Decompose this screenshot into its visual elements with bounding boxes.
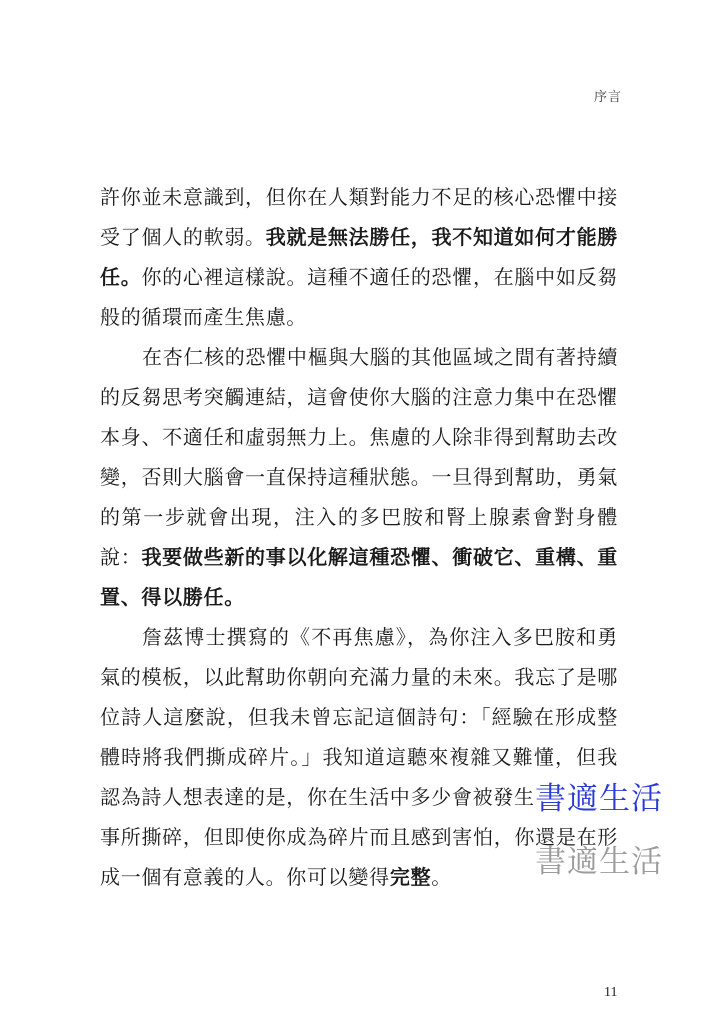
text-segment: 氣的模板，以此幫助你朝向充滿力量的未來。我忘了是哪 [100,665,618,689]
text-line [100,337,618,377]
text-segment: 許你並未意識到，但你在人類對能力不足的核心恐懼中接 [100,185,618,209]
watermark-blue: 書適生活 [535,781,663,817]
text-segment: 在杏仁核的恐懼中樞與大腦的其他區域之間有著持續 [142,345,619,369]
text-line [100,457,618,497]
text-segment: 。 [431,865,452,889]
text-line [100,497,618,537]
text-segment: 變，否則大腦會一直保持這種狀態。一旦得到幫助，勇氣 [100,465,618,489]
text-line [100,257,618,297]
text-segment: 受了個人的軟弱。 [100,225,266,249]
text-segment: 的第一步就會出現，注入的多巴胺和腎上腺素會對身體 [100,505,618,529]
text-segment: 說： [100,545,142,569]
text-line [100,377,618,417]
text-segment: 認為詩人想表達的是，你在生活中多少會被發生 [100,785,535,809]
text-line [100,217,618,257]
text-line [100,577,618,617]
text-line [100,737,618,777]
text-line [100,177,618,217]
text-segment: 般的循環而產生焦慮。 [100,305,307,329]
bold-text: 我要做些新的事以化解這種恐懼、衝破它、重構、重 [141,545,618,569]
text-line [100,657,618,697]
section-title: 序言 [594,90,623,105]
text-segment: 位詩人這麼說，但我未曾忘記這個詩句：「經驗在形成整 [100,705,618,729]
text-segment: 事所撕碎，但即使你成為碎片而且感到害怕，你還是在形 [100,825,618,849]
text-segment: 詹茲博士撰寫的《不再焦慮》，為你注入多巴胺和勇 [142,625,618,649]
text-segment: 本身、不適任和虛弱無力上。焦慮的人除非得到幫助去改 [100,425,618,449]
bold-text: 我就是無法勝任，我不知道如何才能勝 [265,225,618,249]
text-line [100,537,618,577]
text-segment: 你的心裡這樣說。這種不適任的恐懼，在腦中如反芻 [141,265,618,289]
watermark-gray: 書適生活 [535,844,663,880]
bold-text: 任。 [100,265,142,289]
page-number: 11 [604,985,618,1000]
text-line [100,617,618,657]
text-line [100,297,618,337]
text-line [100,697,618,737]
bold-text: 完整 [389,865,432,889]
bold-text: 置、得以勝任。 [100,585,245,609]
text-segment: 的反芻思考突觸連結，這會使你大腦的注意力集中在恐懼 [100,385,618,409]
text-segment: 體時將我們撕成碎片。」我知道這聽來複雜又難懂，但我 [100,745,618,769]
text-line [100,417,618,457]
text-segment: 成一個有意義的人。你可以變得 [100,865,390,889]
